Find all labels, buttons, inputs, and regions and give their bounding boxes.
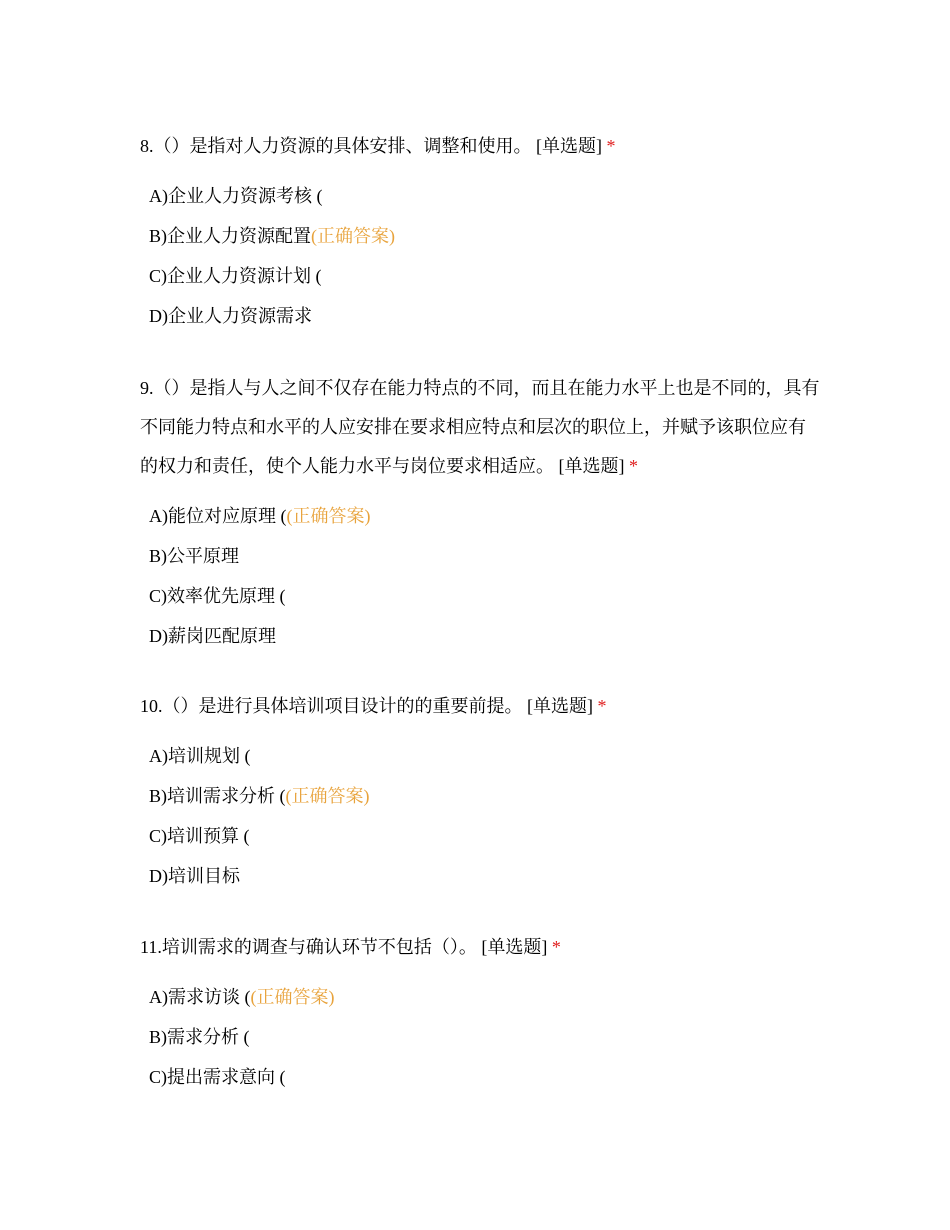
correct-answer-label: (正确答案) [286,506,371,526]
option-d[interactable]: D)薪岗匹配原理 [149,626,276,646]
required-mark: * [597,696,607,716]
question-10 [140,687,820,896]
correct-answer-label: (正确答案) [285,786,370,806]
option-list [140,176,820,336]
question-9 [140,369,820,656]
option-a[interactable]: A)能位对应原理 ((正确答案) [149,506,371,526]
option-c[interactable]: C)企业人力资源计划 ( [149,266,322,286]
question-title: 11.培训需求的调查与确认环节不包括（）。 [单选题] * [140,937,561,957]
option-b[interactable]: B)公平原理 [149,546,239,566]
question-title: 9.（）是指人与人之间不仅存在能力特点的不同，而且在能力水平上也是不同的，具有不同能力特点和水平的人应安排在要求相应特点和层次的职位上，并赋予该职位应有的权力和责任，使个人能力水平与岗位要求相适应。 [单选题] * [140,378,820,476]
required-mark: * [551,937,561,957]
question-title: 8.（）是指对人力资源的具体安排、调整和使用。 [单选题] * [140,136,616,156]
required-mark: * [629,456,638,476]
question-11 [140,928,820,1097]
correct-answer-label: (正确答案) [311,226,395,246]
question-title: 10.（）是进行具体培训项目设计的的重要前提。 [单选题] * [140,696,607,716]
option-d[interactable]: D)企业人力资源需求 [149,306,312,326]
required-mark: * [606,136,616,156]
option-a[interactable]: A)企业人力资源考核 ( [149,186,323,206]
option-list [140,496,820,656]
option-d[interactable]: D)培训目标 [149,866,240,886]
question-8 [140,127,820,336]
option-c[interactable]: C)培训预算 ( [149,826,250,846]
option-b[interactable]: B)需求分析 ( [149,1027,250,1047]
option-b[interactable]: B)培训需求分析 ((正确答案) [149,786,370,806]
option-b[interactable]: B)企业人力资源配置(正确答案) [149,226,395,246]
option-list [140,736,820,896]
option-a[interactable]: A)培训规划 ( [149,746,251,766]
option-list [140,977,820,1097]
option-a[interactable]: A)需求访谈 ((正确答案) [149,987,335,1007]
option-c[interactable]: C)提出需求意向 ( [149,1067,286,1087]
option-c[interactable]: C)效率优先原理 ( [149,586,286,606]
correct-answer-label: (正确答案) [250,987,335,1007]
